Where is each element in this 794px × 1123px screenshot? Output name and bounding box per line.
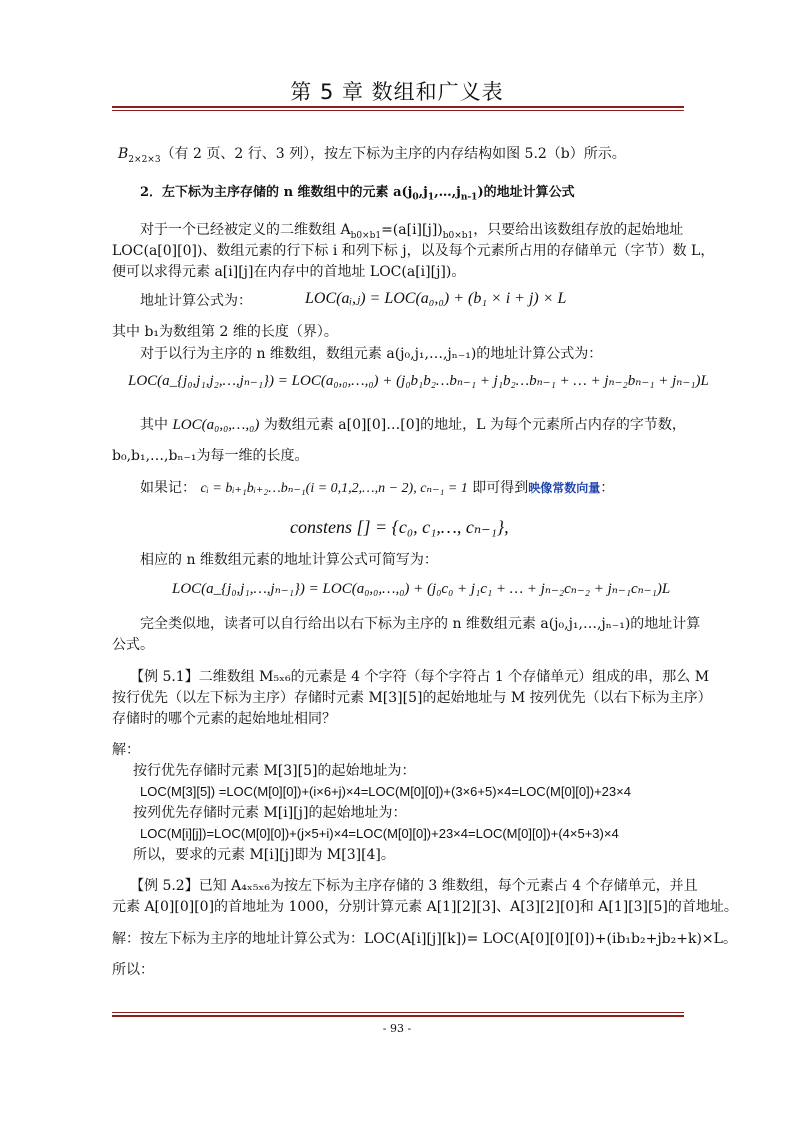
header-rule-thick: [112, 106, 684, 108]
solution-step-4: LOC(M[i][j])=LOC(M[0][0])+(j×5+i)×4=LOC(M[0][0])+23×4=LOC(M[0][0])+(4×5+3)×4: [140, 826, 619, 841]
paragraph-2d-array-line3: 便可以求得元素 a[i][j]在内存中的首地址 LOC(a[i][j])。: [112, 264, 466, 280]
example-5-1-line1: 【例 5.1】二维数组 M₅ₓ₆的元素是 4 个字符（每个字符占 1 个存储单元）组成的串，那么 M: [130, 669, 710, 685]
paragraph-b-array: $B_{2\times 2\times 3}$（有 2 页、2 行、3 列），按左下标为主序的内存结构如图 5.2（b）所示。: [118, 146, 626, 165]
paragraph-loc-note-line2: b₀,b₁,…,bₙ₋₁为每一维的长度。: [112, 448, 309, 464]
solution-step-1: 按行优先存储时元素 M[3][5]的起始地址为：: [133, 763, 416, 779]
example-5-2-line2: 元素 A[0][0][0]的首地址为 1000，分别计算元素 A[1][2][3]、A[3][2][0]和 A[1][3][5]的首地址。: [112, 899, 738, 915]
example-5-2-solution: 解：按左下标为主序的地址计算公式为：LOC(A[i][j][k])= LOC(A[0][0][0])+(ib₁b₂+jb₂+k)×L。: [112, 931, 737, 947]
header-rule-thin: [112, 110, 684, 111]
example-5-1-line3: 存储时的哪个元素的起始地址相同？: [112, 711, 336, 727]
section-heading-2: 2．左下标为主序存储的 n 维数组中的元素 $a(j_0,j_1,\dots,j_{n-1})$的地址计算公式: [140, 185, 575, 203]
paragraph-2d-array-line2: LOC(a[0][0])、数组元素的行下标 i 和列下标 j，以及每个元素所占用的存储单元（字节）数 L，: [112, 243, 715, 259]
paragraph-loc-note-line1: 其中 LOC(a₀,₀,…,₀) 为数组元素 a[0][0]…[0]的地址，L 为每个元素所占内存的字节数，: [140, 417, 686, 433]
solution-label: 解：: [112, 742, 140, 758]
formula-2d-address: LOC(aᵢ,ⱼ) = LOC(a₀,₀) + (b₁ × i + j) × L: [305, 290, 567, 307]
example-5-1-line2: 按行优先（以左下标为主序）存储时元素 M[3][5]的起始地址与 M 按列优先（以右下标为主序）: [112, 690, 712, 706]
paragraph-b1-note: 其中 b₁为数组第 2 维的长度（界）。: [112, 324, 338, 340]
paragraph-nd-array-intro: 对于以行为主序的 n 维数组，数组元素 a(j₀,j₁,…,jₙ₋₁)的地址计算公式为：: [140, 346, 603, 362]
formula-nd-simplified: LOC(a_{j₀,j₁,…,jₙ₋₁}) = LOC(a₀,₀,…,₀) + (j₀c₀ + j₁c₁ + … + jₙ₋₂cₙ₋₂ + jₙ₋₁cₙ₋₁)L: [172, 581, 671, 597]
page-number: - 93 -: [382, 1022, 412, 1035]
footer-rule-thin: [112, 1012, 684, 1013]
formula-nd-address: LOC(a_{j₀,j₁,j₂,…,jₙ₋₁}) = LOC(a₀,₀,…,₀) + (j₀b₁b₂…bₙ₋₁ + j₁b₂…bₙ₋₁ + … + jₙ₋₂bₙ₋₁ + jₙ₋₁)L: [128, 373, 709, 389]
footer-rule-thick: [112, 1015, 684, 1017]
formula-constants-vector: constens [] = {c₀, c₁,…, cₙ₋₁},: [290, 517, 509, 537]
paragraph-simplified-intro: 相应的 n 维数组元素的地址计算公式可简写为：: [140, 552, 438, 568]
paragraph-right-major-line2: 公式。: [112, 637, 154, 653]
paragraph-2d-array-line1: 对于一个已经被定义的二维数组 $A_{b0\times b1}=(a[i][j])_{b0\times b1}$，只要给出该数组存放的起始地址: [140, 222, 684, 241]
paragraph-right-major-line1: 完全类似地，读者可以自行给出以右下标为主序的 n 维数组元素 a(j₀,j₁,…,jₙ₋₁)的地址计算: [140, 616, 701, 632]
solution-step-2: LOC(M[3][5]) =LOC(M[0][0])+(i×6+j)×4=LOC(M[0][0])+(3×6+5)×4=LOC(M[0][0])+23×4: [140, 784, 631, 799]
solution-step-5: 所以，要求的元素 M[i][j]即为 M[3][4]。: [133, 847, 395, 863]
formula-label: 地址计算公式为：: [140, 293, 252, 309]
paragraph-constants-def: 如果记： cᵢ = bᵢ₊₁bᵢ₊₂…bₙ₋₁(i = 0,1,2,…,n − 2), cₙ₋₁ = 1 即可得到映像常数向量：: [140, 480, 615, 496]
solution-step-3: 按列优先存储时元素 M[i][j]的起始地址为：: [133, 805, 407, 821]
chapter-title: 第 5 章 数组和广义表: [290, 80, 504, 104]
example-5-2-so: 所以：: [112, 962, 154, 978]
example-5-2-line1: 【例 5.2】已知 A₄ₓ₅ₓ₆为按左下标为主序存储的 3 维数组，每个元素占 4 个存储单元，并且: [130, 878, 698, 894]
